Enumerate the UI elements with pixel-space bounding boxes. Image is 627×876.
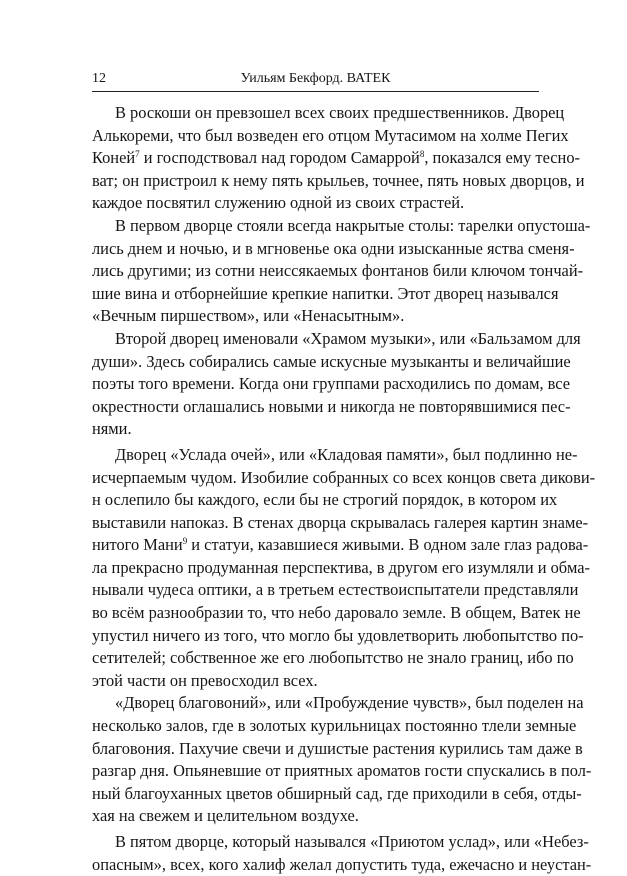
page-number: 12 <box>92 71 106 86</box>
text-line: лись днем и ночью, и в мгновенье ока одни изысканные яства сменя- <box>92 238 575 258</box>
text-fragment: Коней <box>92 148 136 168</box>
paragraph-5 <box>92 692 592 828</box>
text-line: В роскоши он превзошел всех своих предшественников. Дворец <box>115 103 565 122</box>
paragraph-1 <box>92 102 585 215</box>
text-line: н ослепило бы каждого, если бы не строгий порядок, в котором их <box>92 490 558 510</box>
text-line: во всём разнообразии то, что небо даровало земле. В общем, Ватек не <box>92 603 581 623</box>
text-line: ный благоуханных цветов обширный сад, где приходили в себя, отды- <box>92 783 582 803</box>
text-line: В пятом дворце, который назывался «Приютом услад», или «Небез- <box>115 832 589 851</box>
footnote-ref: 9 <box>182 536 188 547</box>
text-line: нывали чудеса оптики, а в третьем естествоиспытатели представляли <box>92 580 579 600</box>
text-line: Второй дворец именовали «Храмом музыки», или «Бальзамом для <box>115 328 581 348</box>
text-line: каждое посвятил служению одной из своих страстей. <box>92 193 465 213</box>
text-line: выставили напоказ. В стенах дворца скрывалась галерея картин знаме- <box>92 512 589 532</box>
text-line: Дворец «Услада очей», или «Кладовая памяти», был подлинно не- <box>115 444 578 464</box>
text-line: поэты того времени. Когда они группами расходились по домам, все <box>92 374 571 394</box>
text-line: нями. <box>92 419 132 439</box>
page-header <box>92 71 539 91</box>
body-text <box>92 102 596 876</box>
footnote-ref: 7 <box>135 149 140 160</box>
text-line: «Дворец благовоний», или «Пробуждение чувств», был поделен на <box>115 693 584 713</box>
header-rule <box>92 91 539 92</box>
text-line: шие вина и отборнейшие крепкие напитки. Этот дворец назывался <box>92 283 559 303</box>
text-line: сетителей; собственное же его любопытство не знало границ, ибо по <box>92 648 574 668</box>
text-line: благовония. Пахучие свечи и душистые растения курились там даже в <box>92 738 583 758</box>
paragraph-4 <box>92 444 596 693</box>
text-line <box>92 534 589 557</box>
footnote-ref: 8 <box>419 149 425 160</box>
text-line: хая на свежем и целительном воздухе. <box>92 806 359 826</box>
text-line: исчерпаемым чудом. Изобилие собранных со всех концов света дикови- <box>92 467 596 487</box>
text-line: ват; он пристроил к нему пять крыльев, точнее, пять новых дворцов, и <box>92 170 585 190</box>
text-line: окрестности оглашались новыми и никогда не повторявшимися пес- <box>92 396 571 416</box>
running-title: Уильям Бекфорд. ВАТЕК <box>240 71 391 86</box>
text-line: этой части он превосходил всех. <box>92 670 318 690</box>
text-fragment: нитого Мани <box>92 535 183 555</box>
text-line: опасным», всех, кого халиф желал допустить туда, ежечасно и неустан- <box>92 854 592 874</box>
text-line: несколько залов, где в золотых курильницах постоянно тлели земные <box>92 716 577 736</box>
text-line: В первом дворце стояли всегда накрытые столы: тарелки опустоша- <box>115 215 591 235</box>
text-line: разгар дня. Опьяневшие от приятных ароматов гости спускались в пол- <box>92 761 592 781</box>
text-fragment: и статуи, казавшиеся живыми. В одном зале глаз радова- <box>191 535 589 555</box>
text-line: лись другими; из сотни неиссякаемых фонтанов били ключом тончай- <box>92 261 584 281</box>
text-fragment: и господствовал над городом Самаррой <box>143 148 420 168</box>
text-line <box>92 147 580 170</box>
text-line: упустил ничего из того, что могло бы удовлетворить любопытство по- <box>92 625 584 645</box>
text-fragment: , показался ему тесно- <box>424 148 580 168</box>
paragraph-2 <box>92 215 591 328</box>
paragraph-6 <box>92 831 592 876</box>
text-line: «Вечным пиршеством», или «Ненасытным». <box>92 306 405 326</box>
paragraph-3 <box>92 328 581 441</box>
text-line: души». Здесь собирались самые искусные музыканты и величайшие <box>92 351 571 371</box>
text-line: ла прекрасно продуманная перспектива, в другом его изумляли и обма- <box>92 557 590 577</box>
text-line: Алькореми, что был возведен его отцом Мутасимом на холме Пегих <box>92 125 569 145</box>
